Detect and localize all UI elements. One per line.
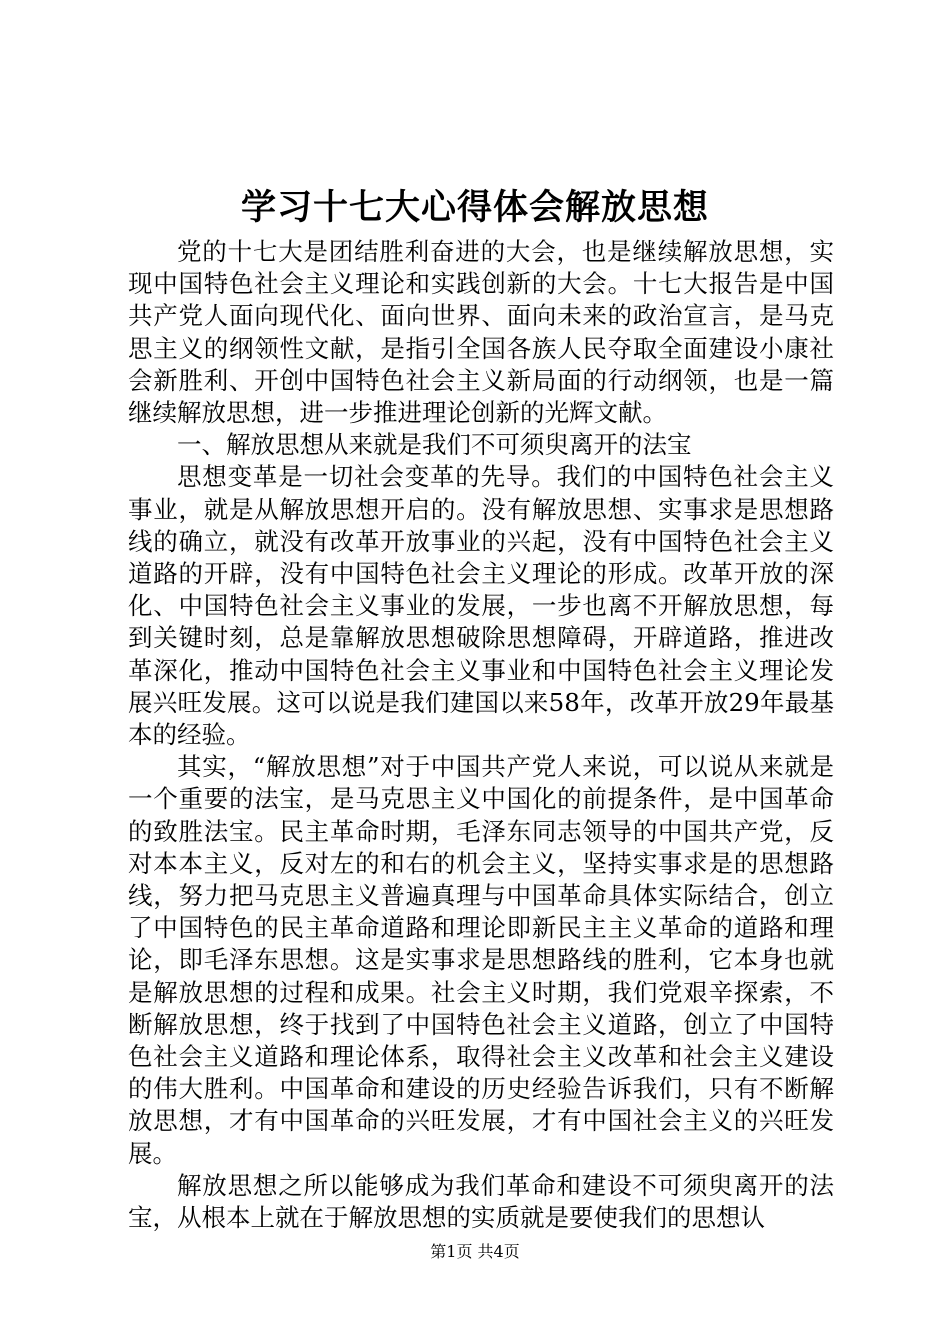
paragraph-thought-change: 思想变革是一切社会变革的先导。我们的中国特色社会主义事业，就是从解放思想开启的。没有解放思想、实事求是思想路线的确立，就没有改革开放事业的兴起，没有中国特色社会主义道路的开辟，没有中国特色社会主义理论的形成。改革开放的深化、中国特色社会主义事业的发展，一步也离不开解放思想，每到关键时刻，总是靠解放思想破除思想障碍，开辟道路，推进改革深化，推动中国特色社会主义事业和中国特色社会主义理论发展兴旺发展。这可以说是我们建国以来58年，改革开放29年最基本的经验。 (128, 462, 834, 750)
document-body (128, 236, 834, 1234)
paragraph-essence: 解放思想之所以能够成为我们革命和建设不可须臾离开的法宝，从根本上就在于解放思想的实质就是要使我们的思想认 (128, 1170, 834, 1233)
section-heading-1: 一、解放思想从来就是我们不可须臾离开的法宝 (177, 430, 692, 460)
document-title: 学习十七大心得体会解放思想 (240, 188, 709, 228)
paragraph-history: 其实，“解放思想”对于中国共产党人来说，可以说从来就是一个重要的法宝，是马克思主义中国化的前提条件，是中国革命的致胜法宝。民主革命时期，毛泽东同志领导的中国共产党，反对本本主义，反对左的和右的机会主义，坚持实事求是的思想路线，努力把马克思主义普遍真理与中国革命具体实际结合，创立了中国特色的民主革命道路和理论即新民主主义革命的道路和理论，即毛泽东思想。这是实事求是思想路线的胜利，它本身也就是解放思想的过程和成果。社会主义时期，我们党艰辛探索，不断解放思想，终于找到了中国特色社会主义道路，创立了中国特色社会主义道路和理论体系，取得社会主义改革和社会主义建设的伟大胜利。中国革命和建设的历史经验告诉我们，只有不断解放思想，才有中国革命的兴旺发展，才有中国社会主义的兴旺发展。 (128, 752, 834, 1168)
paragraph-intro: 党的十七大是团结胜利奋进的大会，也是继续解放思想，实现中国特色社会主义理论和实践创新的大会。十七大报告是中国共产党人面向现代化、面向世界、面向未来的政治宣言，是马克思主义的纲领性文献，是指引全国各族人民夺取全面建设小康社会新胜利、开创中国特色社会主义新局面的行动纲领，也是一篇继续解放思想，进一步推进理论创新的光辉文献。 (128, 237, 834, 428)
page-number-footer: 第1页 共4页 (430, 1242, 520, 1261)
